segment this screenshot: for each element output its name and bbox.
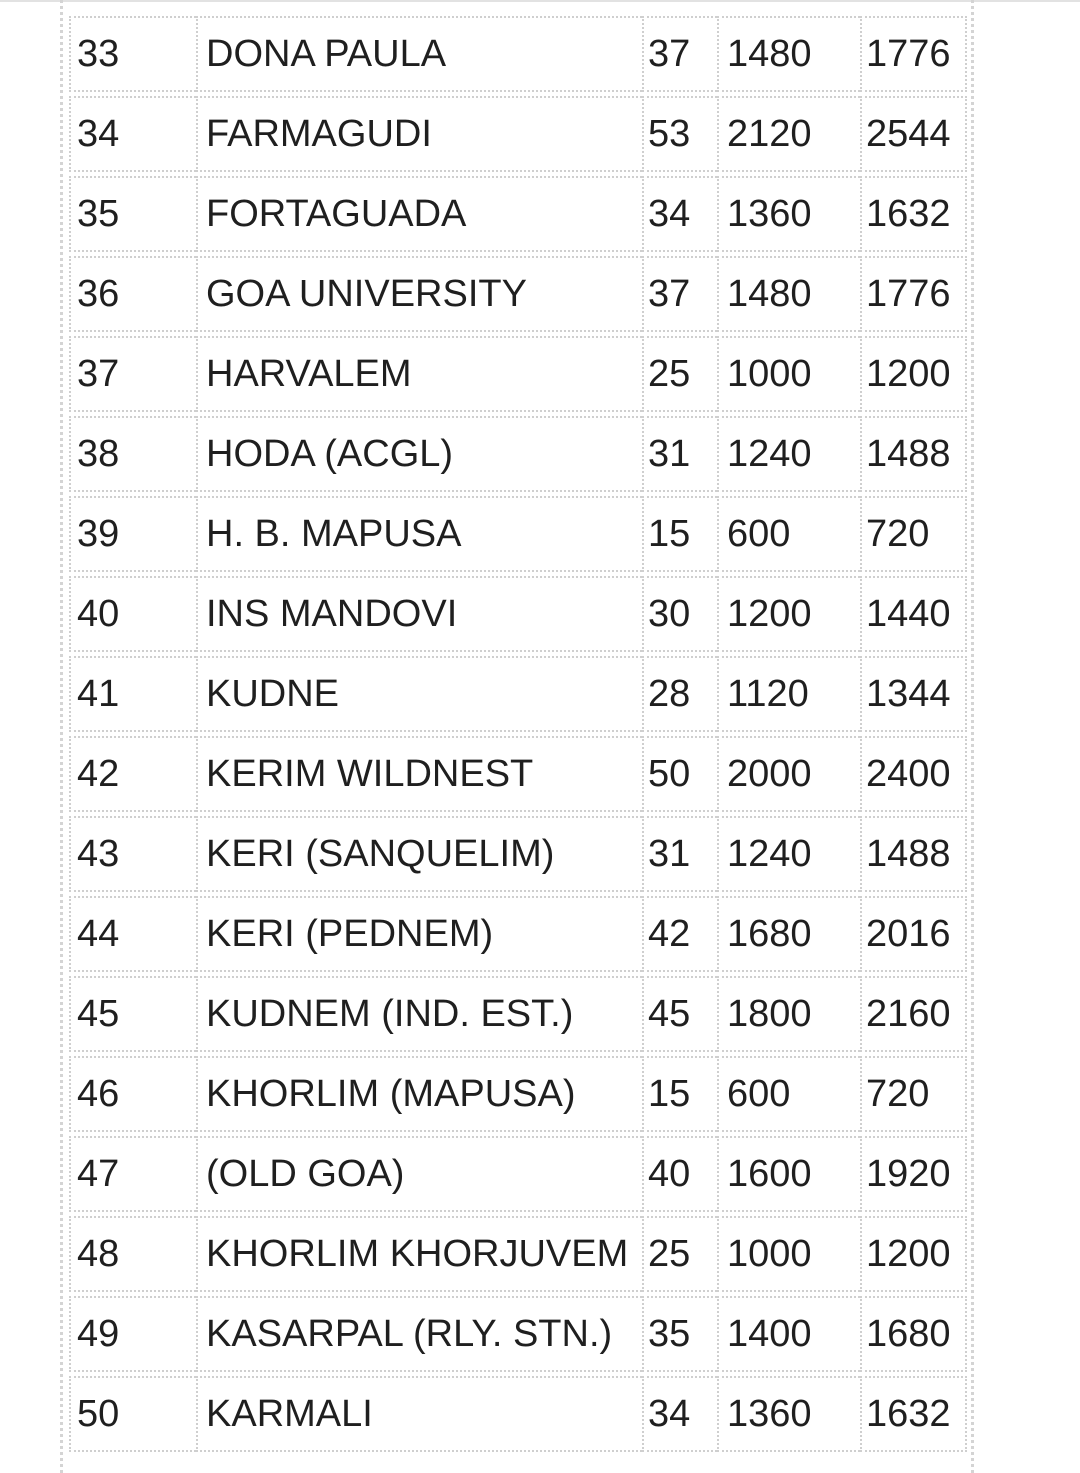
total-cell: 1776 bbox=[860, 16, 967, 92]
table-body bbox=[69, 16, 967, 1452]
table-row bbox=[69, 1216, 967, 1292]
value-cell: 1200 bbox=[717, 576, 860, 652]
serial-number-cell: 43 bbox=[69, 816, 196, 892]
distance-cell: 28 bbox=[642, 656, 717, 732]
distance-cell: 37 bbox=[642, 16, 717, 92]
table-container bbox=[60, 0, 974, 1473]
table-row bbox=[69, 16, 967, 92]
total-cell: 2400 bbox=[860, 736, 967, 812]
value-cell: 1480 bbox=[717, 16, 860, 92]
serial-number-cell: 44 bbox=[69, 896, 196, 972]
serial-number-cell: 35 bbox=[69, 176, 196, 252]
serial-number-cell: 45 bbox=[69, 976, 196, 1052]
value-cell: 600 bbox=[717, 496, 860, 572]
serial-number-cell: 50 bbox=[69, 1376, 196, 1452]
location-name-cell: FORTAGUADA bbox=[196, 176, 642, 252]
location-name-cell: KERI (PEDNEM) bbox=[196, 896, 642, 972]
value-cell: 1680 bbox=[717, 896, 860, 972]
table-row bbox=[69, 416, 967, 492]
table-row bbox=[69, 976, 967, 1052]
table-row bbox=[69, 736, 967, 812]
total-cell: 1440 bbox=[860, 576, 967, 652]
value-cell: 1800 bbox=[717, 976, 860, 1052]
table-row bbox=[69, 1296, 967, 1372]
distance-cell: 30 bbox=[642, 576, 717, 652]
total-cell: 1920 bbox=[860, 1136, 967, 1212]
value-cell: 1600 bbox=[717, 1136, 860, 1212]
location-name-cell: INS MANDOVI bbox=[196, 576, 642, 652]
total-cell: 2544 bbox=[860, 96, 967, 172]
distance-cell: 34 bbox=[642, 176, 717, 252]
value-cell: 1360 bbox=[717, 1376, 860, 1452]
total-cell: 1776 bbox=[860, 256, 967, 332]
total-cell: 1488 bbox=[860, 816, 967, 892]
total-cell: 1488 bbox=[860, 416, 967, 492]
distance-cell: 45 bbox=[642, 976, 717, 1052]
total-cell: 2016 bbox=[860, 896, 967, 972]
location-name-cell: HARVALEM bbox=[196, 336, 642, 412]
serial-number-cell: 40 bbox=[69, 576, 196, 652]
value-cell: 1240 bbox=[717, 816, 860, 892]
table-row bbox=[69, 896, 967, 972]
value-cell: 1400 bbox=[717, 1296, 860, 1372]
value-cell: 1360 bbox=[717, 176, 860, 252]
table-row bbox=[69, 176, 967, 252]
serial-number-cell: 47 bbox=[69, 1136, 196, 1212]
table-row bbox=[69, 496, 967, 572]
table-row bbox=[69, 576, 967, 652]
value-cell: 1120 bbox=[717, 656, 860, 732]
location-name-cell: DONA PAULA bbox=[196, 16, 642, 92]
serial-number-cell: 33 bbox=[69, 16, 196, 92]
location-name-cell: KHORLIM KHORJUVEM bbox=[196, 1216, 642, 1292]
serial-number-cell: 42 bbox=[69, 736, 196, 812]
location-name-cell: KERI (SANQUELIM) bbox=[196, 816, 642, 892]
location-name-cell: H. B. MAPUSA bbox=[196, 496, 642, 572]
value-cell: 2120 bbox=[717, 96, 860, 172]
value-cell: 1000 bbox=[717, 336, 860, 412]
table-row bbox=[69, 336, 967, 412]
location-name-cell: KUDNE bbox=[196, 656, 642, 732]
serial-number-cell: 41 bbox=[69, 656, 196, 732]
location-name-cell: KUDNEM (IND. EST.) bbox=[196, 976, 642, 1052]
location-name-cell: KARMALI bbox=[196, 1376, 642, 1452]
data-table bbox=[69, 12, 967, 1456]
location-name-cell: FARMAGUDI bbox=[196, 96, 642, 172]
distance-cell: 31 bbox=[642, 416, 717, 492]
location-name-cell: HODA (ACGL) bbox=[196, 416, 642, 492]
serial-number-cell: 37 bbox=[69, 336, 196, 412]
total-cell: 2160 bbox=[860, 976, 967, 1052]
total-cell: 1632 bbox=[860, 176, 967, 252]
serial-number-cell: 46 bbox=[69, 1056, 196, 1132]
table-row bbox=[69, 816, 967, 892]
serial-number-cell: 49 bbox=[69, 1296, 196, 1372]
location-name-cell: KERIM WILDNEST bbox=[196, 736, 642, 812]
distance-cell: 15 bbox=[642, 496, 717, 572]
total-cell: 720 bbox=[860, 1056, 967, 1132]
serial-number-cell: 48 bbox=[69, 1216, 196, 1292]
value-cell: 600 bbox=[717, 1056, 860, 1132]
table-row bbox=[69, 96, 967, 172]
location-name-cell: KHORLIM (MAPUSA) bbox=[196, 1056, 642, 1132]
table-row bbox=[69, 256, 967, 332]
distance-cell: 31 bbox=[642, 816, 717, 892]
table-row bbox=[69, 656, 967, 732]
value-cell: 1240 bbox=[717, 416, 860, 492]
distance-cell: 15 bbox=[642, 1056, 717, 1132]
table-row bbox=[69, 1136, 967, 1212]
total-cell: 720 bbox=[860, 496, 967, 572]
serial-number-cell: 39 bbox=[69, 496, 196, 572]
serial-number-cell: 36 bbox=[69, 256, 196, 332]
serial-number-cell: 38 bbox=[69, 416, 196, 492]
distance-cell: 25 bbox=[642, 1216, 717, 1292]
total-cell: 1200 bbox=[860, 336, 967, 412]
table-row bbox=[69, 1376, 967, 1452]
distance-cell: 50 bbox=[642, 736, 717, 812]
total-cell: 1632 bbox=[860, 1376, 967, 1452]
total-cell: 1344 bbox=[860, 656, 967, 732]
total-cell: 1680 bbox=[860, 1296, 967, 1372]
location-name-cell: GOA UNIVERSITY bbox=[196, 256, 642, 332]
table-row bbox=[69, 1056, 967, 1132]
serial-number-cell: 34 bbox=[69, 96, 196, 172]
value-cell: 1000 bbox=[717, 1216, 860, 1292]
value-cell: 2000 bbox=[717, 736, 860, 812]
distance-cell: 42 bbox=[642, 896, 717, 972]
location-name-cell: KASARPAL (RLY. STN.) bbox=[196, 1296, 642, 1372]
distance-cell: 53 bbox=[642, 96, 717, 172]
distance-cell: 40 bbox=[642, 1136, 717, 1212]
total-cell: 1200 bbox=[860, 1216, 967, 1292]
distance-cell: 34 bbox=[642, 1376, 717, 1452]
distance-cell: 35 bbox=[642, 1296, 717, 1372]
value-cell: 1480 bbox=[717, 256, 860, 332]
distance-cell: 37 bbox=[642, 256, 717, 332]
distance-cell: 25 bbox=[642, 336, 717, 412]
location-name-cell: (OLD GOA) bbox=[196, 1136, 642, 1212]
